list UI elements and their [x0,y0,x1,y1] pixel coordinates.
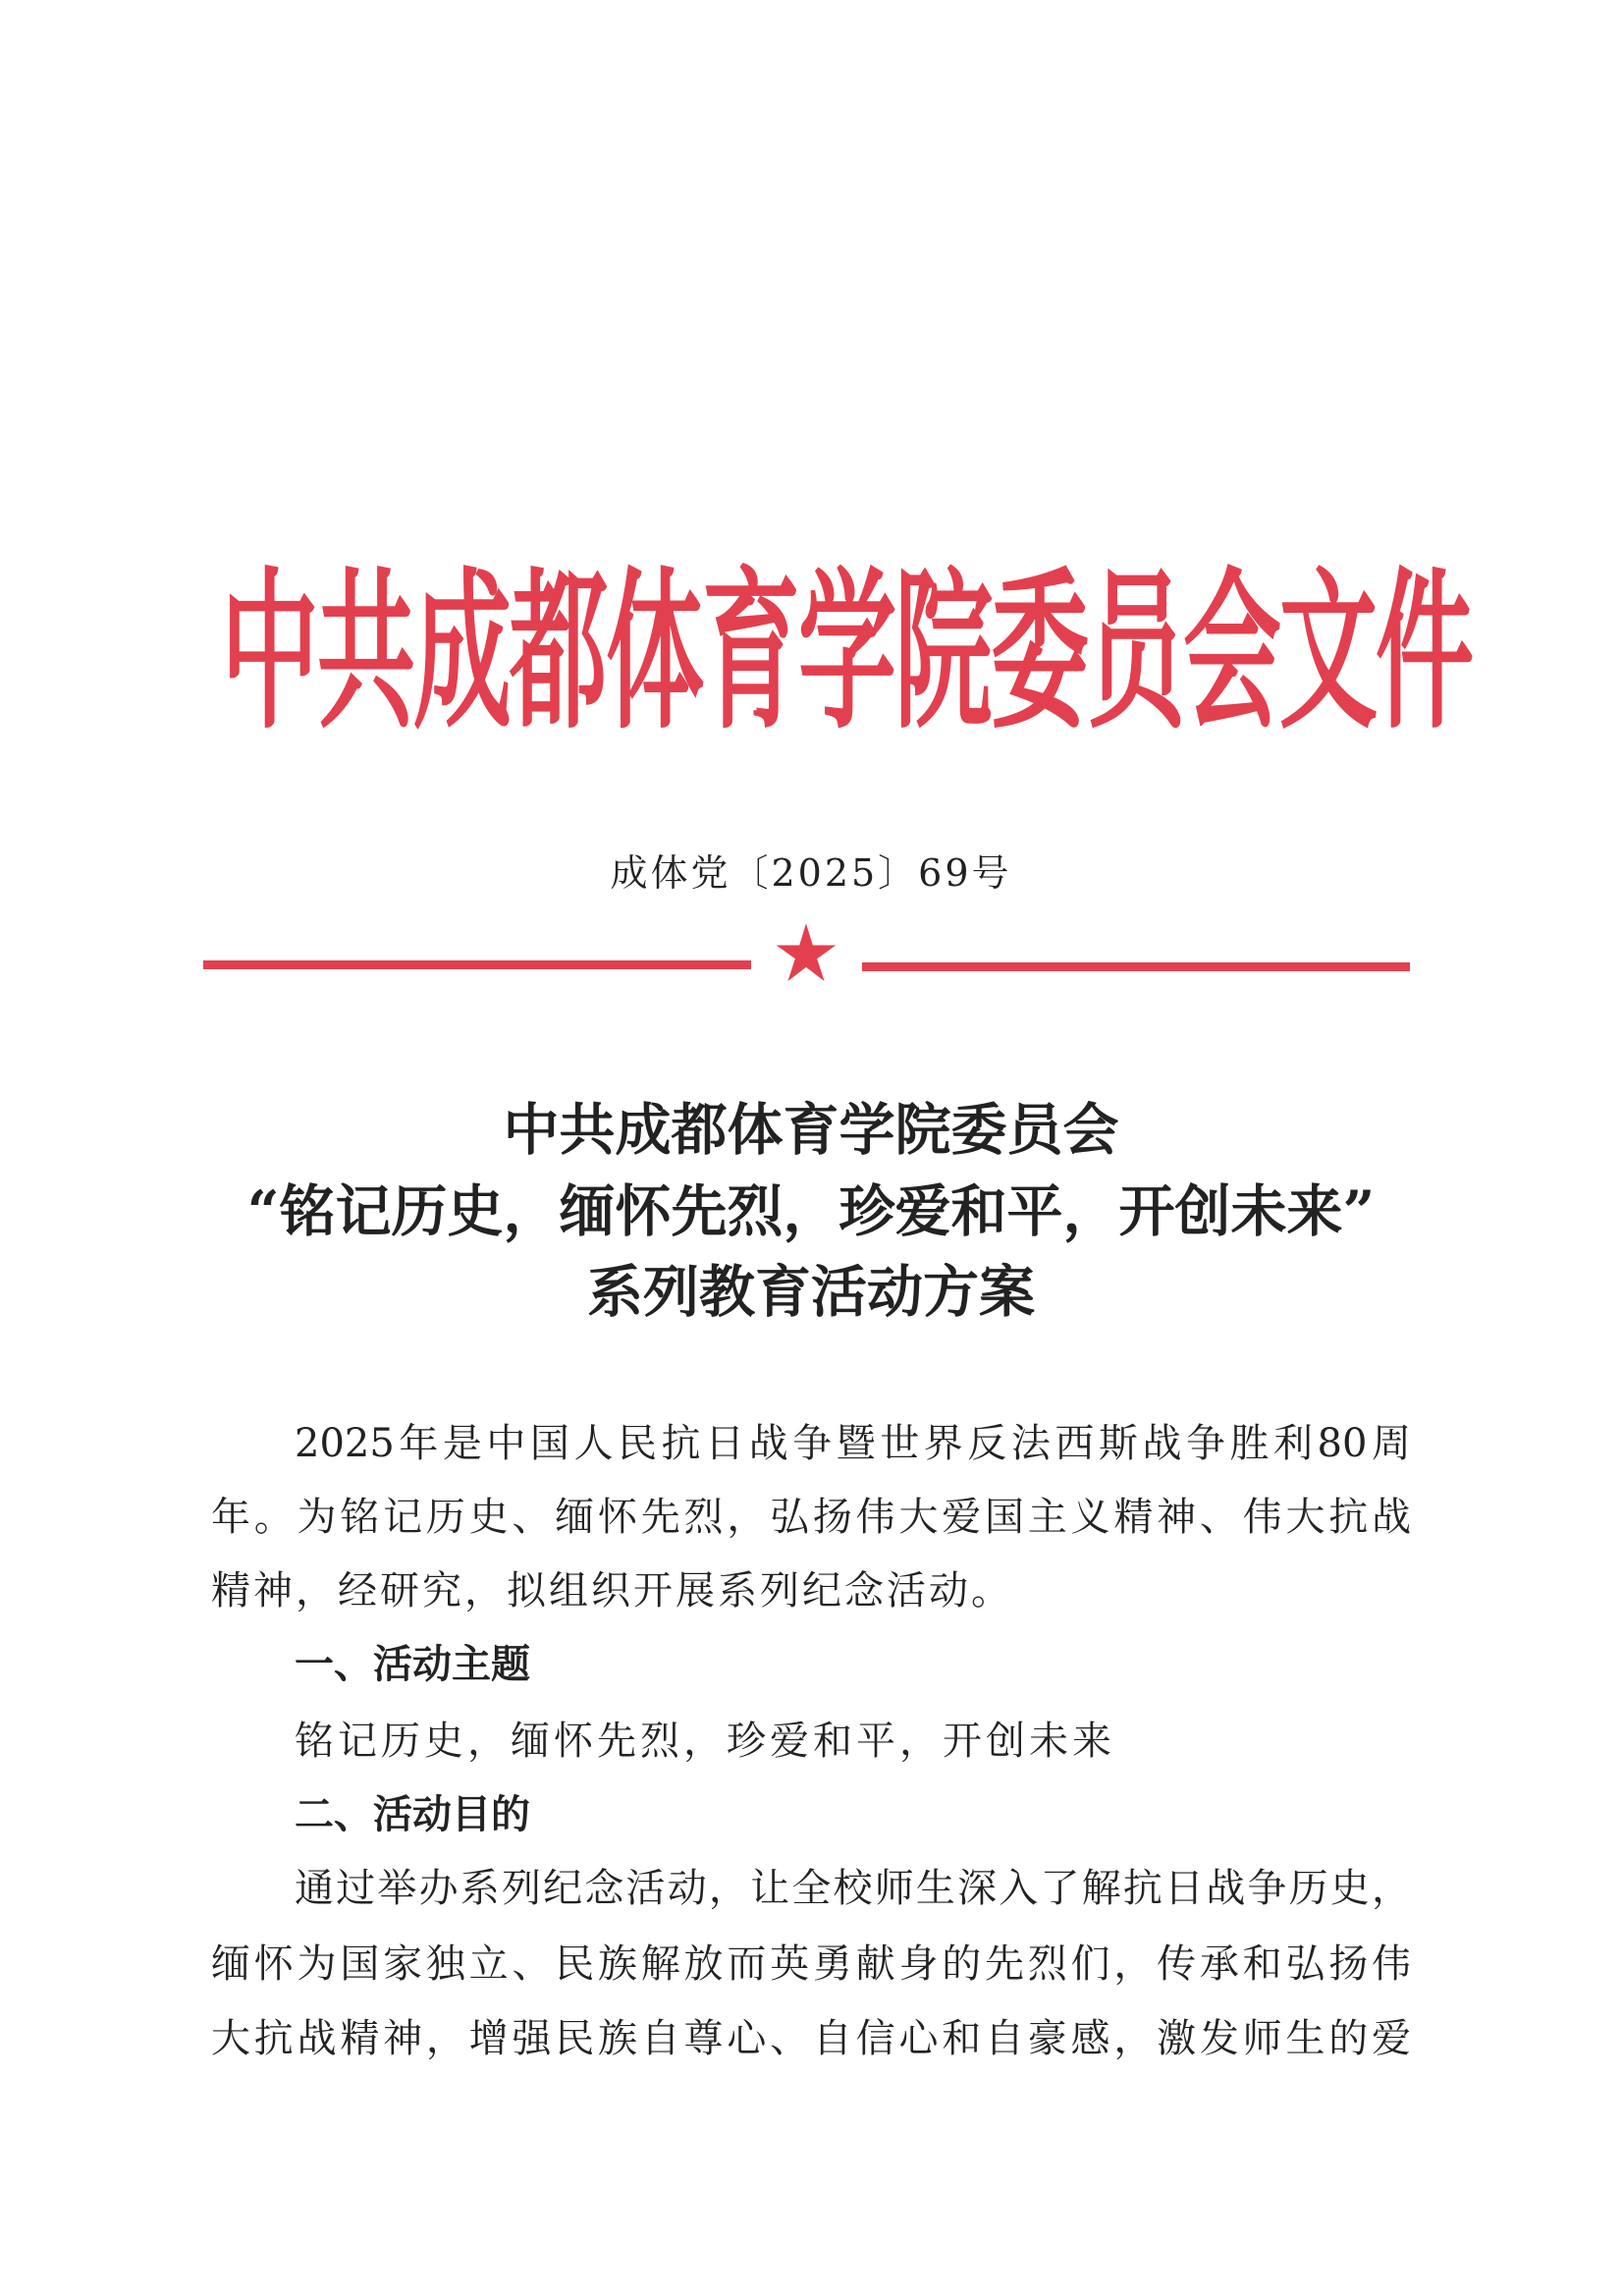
section-line: 通过举办系列纪念活动，让全校师生深入了解抗日战争历史， [295,1866,1411,1911]
intro-line: 精神，经研究，拟组织开展系列纪念活动。 [211,1568,1013,1613]
section-line: 缅怀为国家独立、民族解放而英勇献身的先烈们，传承和弘扬伟 [211,1941,1411,1987]
section-heading: 二、活动目的 [295,1792,530,1837]
title-line-3: 系列教育活动方案 [587,1259,1035,1325]
star-icon [776,918,837,987]
red-rule-left [203,960,751,969]
section-text: 铭记历史，缅怀先烈，珍爱和平，开创未来 [295,1719,1115,1764]
document-number: 成体党〔2025〕69号 [610,851,1012,895]
intro-line: 2025年是中国人民抗日战争暨世界反法西斯战争胜利80周 [295,1421,1411,1466]
intro-line: 年。为铭记历史、缅怀先烈，弘扬伟大爱国主义精神、伟大抗战 [211,1495,1411,1540]
issuer-heading: 中共成都体育学院委员会文件 [221,551,1472,753]
section-line: 大抗战精神，增强民族自尊心、自信心和自豪感，激发师生的爱 [211,2016,1411,2061]
title-line-1: 中共成都体育学院委员会 [503,1097,1119,1163]
red-rule-right [862,962,1410,971]
title-line-2: “铭记历史，缅怀先烈，珍爱和平，开创未来” [246,1178,1376,1244]
section-heading: 一、活动主题 [295,1642,530,1687]
